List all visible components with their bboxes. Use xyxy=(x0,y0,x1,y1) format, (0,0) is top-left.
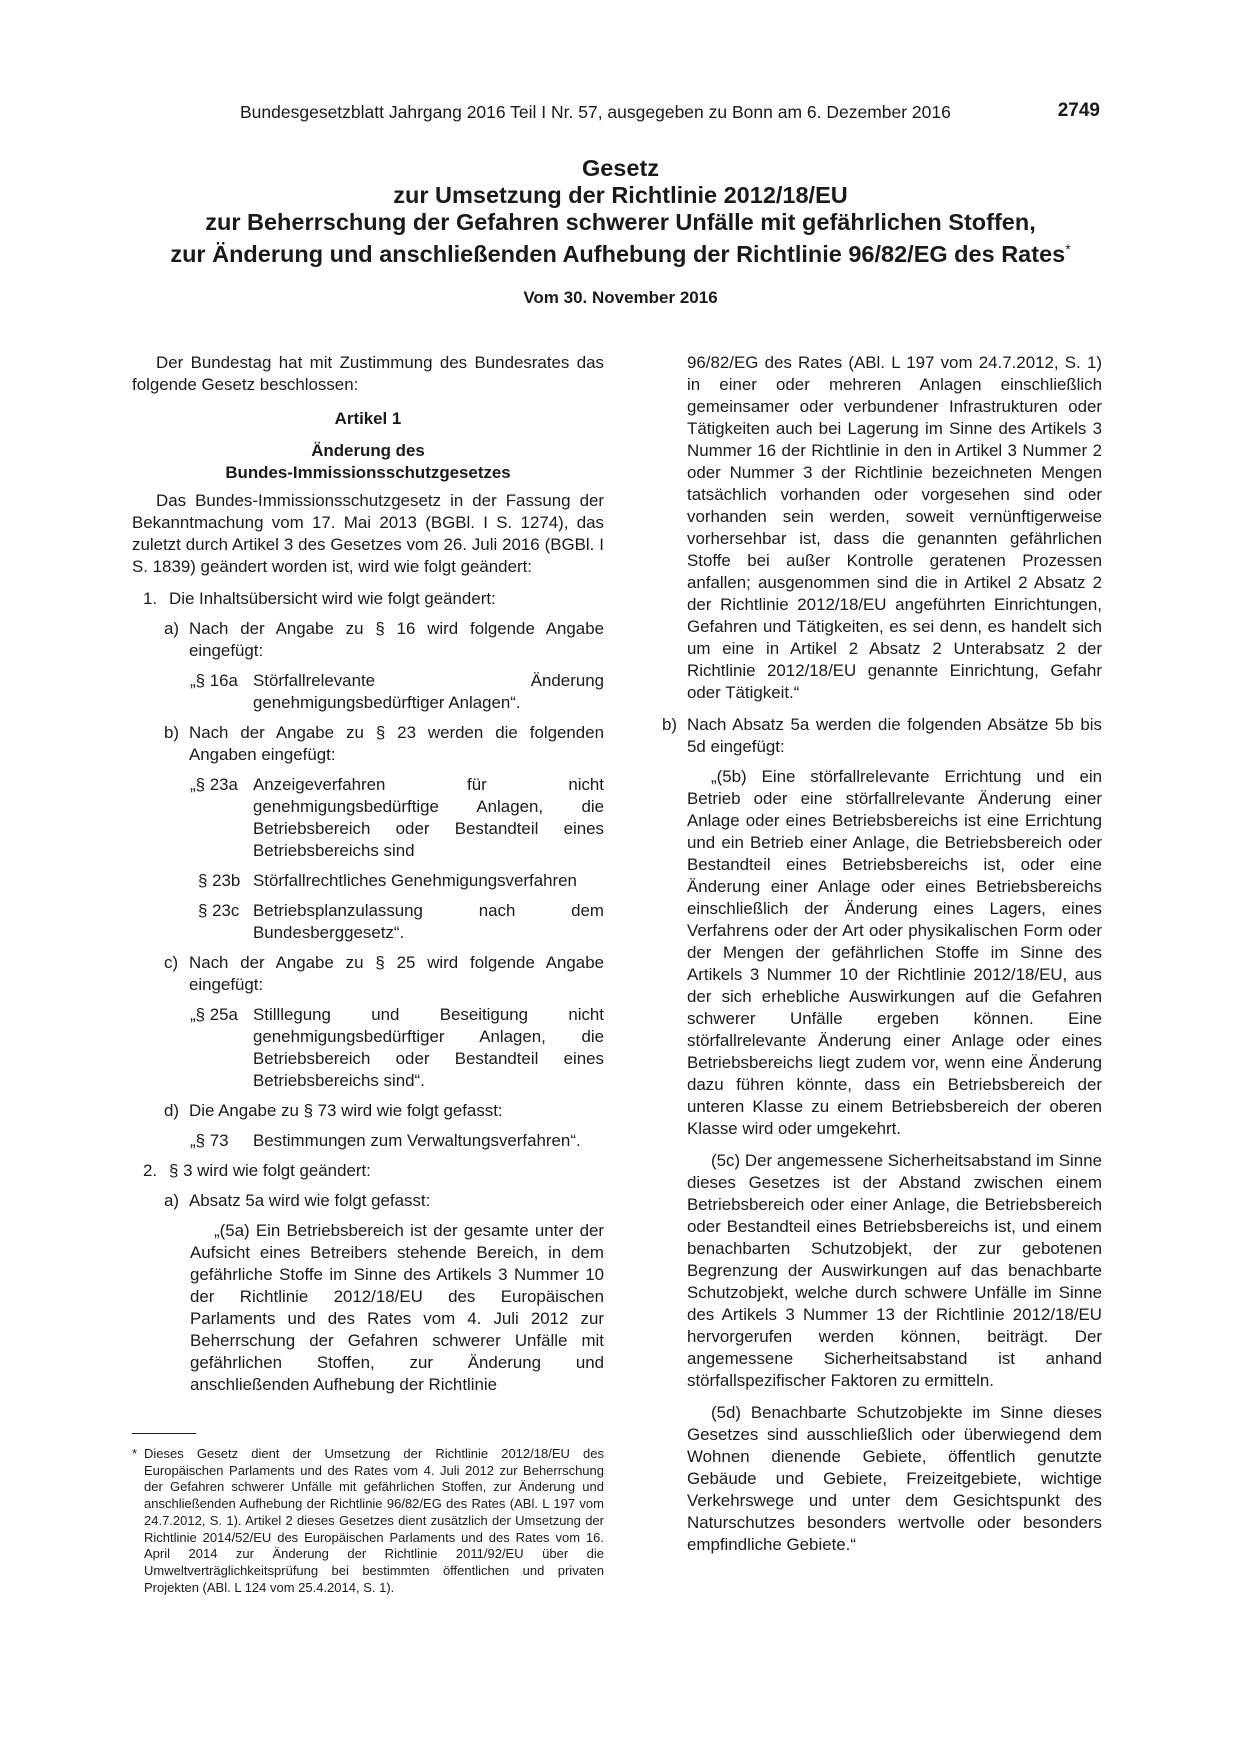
quoted-paragraph-5d: (5d) Benachbarte Schutzobjekte im Sinne dieses Gesetzes sind ausschließlich oder überwiegend dem Wohnen dienende Gebiete, öffentlich genutzte Gebäude und Gebiete, Freizeitgebiete, wichtige Verkehrswege und unter dem Gesichtspunkt des Naturschutzes besonders wertvolle oder besonders empfindliche Gebiete.“ xyxy=(687,1403,1102,1554)
item-text: Stilllegung und Beseitigung nicht genehmigungsbedürftiger Anlagen, die Betriebsbereich oder Bestandteil eines Betriebsbereichs sind“. xyxy=(253,1005,604,1090)
list-item xyxy=(164,722,604,766)
item-text: Störfallrechtliches Genehmigungsverfahren xyxy=(253,871,577,890)
title-footnote-marker: * xyxy=(1065,241,1071,257)
title-line-2: zur Umsetzung der Richtlinie 2012/18/EU xyxy=(393,182,848,208)
item-label: a) xyxy=(164,1191,180,1210)
title-line-4-text: zur Änderung und anschließenden Aufhebung der Richtlinie 96/82/EG des Rates xyxy=(170,241,1066,267)
item-label: b) xyxy=(164,723,180,742)
item-text: Nach Absatz 5a werden die folgenden Absätze 5b bis 5d eingefügt: xyxy=(687,715,1102,756)
footnote-text: Dieses Gesetz dient der Umsetzung der Richtlinie 2012/18/EU des Europäischen Parlaments und des Rates vom 4. Juli 2012 zur Beherrschung der Gefahren schwerer Unfälle mit gefährlichen Stoffen, zur Änderung und anschließenden Aufhebung der Richtlinie 96/82/EG des Rates (ABl. L 197 vom 24.7.2012, S. 1). Artikel 2 dieses Gesetzes dient zusätzlich der Umsetzung der Richtlinie 2014/52/EU des Europäischen Parlaments und des Rates vom 16. April 2014 zur Änderung der Richtlinie 2011/92/EU über die Umweltverträglichkeitsprüfung bei bestimmten öffentlichen und privaten Projekten (ABl. L 124 vom 25.4.2014, S. 1). xyxy=(144,1446,604,1595)
artikel-title: Artikel 1 xyxy=(334,409,402,428)
page-header xyxy=(240,100,1100,128)
footnote-marker: * xyxy=(132,1446,138,1461)
footnote-divider xyxy=(132,1433,196,1434)
header-text: Bundesgesetzblatt Jahrgang 2016 Teil I Nr. 57, ausgegeben zu Bonn am 6. Dezember 2016 xyxy=(240,102,951,122)
artikel-subtitle xyxy=(132,440,604,484)
item-text: Störfallrelevante Änderung genehmigungsbedürftiger Anlagen“. xyxy=(253,671,604,712)
item-label: „§ 16a xyxy=(190,671,238,690)
item-label: § 23c xyxy=(198,901,240,920)
artikel-intro: Das Bundes-Immissionsschutzgesetz in der Fassung der Bekanntmachung vom 17. Mai 2013 (BGBl. I S. 1274), das zuletzt durch Artikel 3 des Gesetzes vom 26. Juli 2016 (BGBl. I S. 1839) geändert worden ist, wird wie folgt geändert: xyxy=(132,491,604,576)
item-label: 1. xyxy=(143,589,158,608)
list-item xyxy=(164,952,604,996)
list-item xyxy=(190,1004,604,1092)
item-text: Betriebsplanzulassung nach dem Bundesberggesetz“. xyxy=(253,901,604,942)
item-text: Anzeigeverfahren für nicht genehmigungsbedürftige Anlagen, die Betriebsbereich oder Bestandteil eines Betriebsbereichs sind xyxy=(253,775,604,860)
intro-paragraph: Der Bundestag hat mit Zustimmung des Bundesrates das folgende Gesetz beschlossen: xyxy=(132,353,604,394)
left-column xyxy=(132,352,604,1406)
title-line-1: Gesetz xyxy=(581,155,660,181)
quoted-paragraph-5b: „(5b) Eine störfallrelevante Errichtung und ein Betrieb oder eine störfallrelevante Änderung einer Anlage oder eines Betriebsbereichs ist eine Errichtung und ein Betrieb einer Anlage, die Betriebsbereich oder Bestandteil eines Betriebsbereichs ist, oder eine Änderung einer Anlage oder eines Betriebsbereichs einschließlich der Änderung eines Lagers, eines Verfahrens oder der Art oder physikalischen Form oder der Mengen der gefährlichen Stoffe im Sinne des Artikels 3 Nummer 10 der Richtlinie 2012/18/EU, aus der sich erhebliche Auswirkungen auf die Gefahren schwerer Unfälle ergeben können. Eine störfallrelevante Änderung einer Anlage oder eines Betriebsbereichs liegt zudem vor, wenn eine Änderung dazu führen könnte, dass ein Betriebsbereich der unteren Klasse zu einem Betriebsbereich der oberen Klasse wird oder umgekehrt. xyxy=(687,767,1102,1138)
item-text: Bestimmungen zum Verwaltungsverfahren“. xyxy=(253,1131,581,1150)
item-text: Absatz 5a wird wie folgt gefasst: xyxy=(189,1191,431,1210)
artikel-subtitle-line-1: Änderung des xyxy=(311,441,425,460)
item-label: § 23b xyxy=(198,871,241,890)
law-date: Vom 30. November 2016 xyxy=(523,288,718,307)
footnote xyxy=(132,1446,604,1596)
right-column xyxy=(662,352,1102,1566)
item-label: „§ 25a xyxy=(190,1005,238,1024)
item-label: b) xyxy=(662,715,678,734)
list-item xyxy=(143,1160,604,1182)
item-label: „§ 73 xyxy=(190,1131,229,1150)
title-line-4 xyxy=(100,236,1141,268)
quoted-paragraph-5a-continued: 96/82/EG des Rates (ABl. L 197 vom 24.7.2012, S. 1) in einer oder mehreren Anlagen einschließlich gemeinsamer oder verbundener Infrastrukturen oder Tätigkeiten auch bei Lagerung im Sinne des Artikels 3 Nummer 16 der Richtlinie in den in Artikel 3 Nummer 2 oder Nummer 3 der Richtlinie bezeichneten Mengen tatsächlich vorhanden oder vorgesehen sind oder vorhanden sein werden, soweit vernünftigerweise vorhersehbar ist, dass die genannten gefährlichen Stoffe bei außer Kontrolle geratenen Prozessen anfallen; ausgenommen sind die in Artikel 2 Absatz 2 der Richtlinie 2012/18/EU angeführten Einrichtungen, Gefahren und Tätigkeiten, es sei denn, es handelt sich um eine in Artikel 2 Absatz 2 Unterabsatz 2 der Richtlinie 2012/18/EU genannte Einrichtung, Gefahr oder Tätigkeit.“ xyxy=(687,353,1102,702)
list-item xyxy=(164,618,604,662)
item-text: Die Angabe zu § 73 wird wie folgt gefasst: xyxy=(189,1101,503,1120)
list-item xyxy=(190,900,604,944)
list-item xyxy=(190,774,604,862)
list-item xyxy=(164,1190,604,1212)
list-item xyxy=(190,1130,604,1152)
item-label: 2. xyxy=(143,1161,158,1180)
item-label: a) xyxy=(164,619,180,638)
list-item xyxy=(143,588,604,610)
item-label: d) xyxy=(164,1101,180,1120)
item-label: c) xyxy=(164,953,179,972)
item-label: „§ 23a xyxy=(190,775,238,794)
list-item xyxy=(190,670,604,714)
law-title xyxy=(100,155,1141,268)
page-number: 2749 xyxy=(1057,100,1100,121)
list-item xyxy=(190,870,604,892)
artikel-subtitle-line-2: Bundes-Immissionsschutzgesetzes xyxy=(225,463,511,482)
list-item xyxy=(662,714,1102,758)
quoted-paragraph-5c: (5c) Der angemessene Sicherheitsabstand im Sinne dieses Gesetzes ist der Abstand zwischen einem Betriebsbereich oder einer Anlage, die Betriebsbereich oder Bestandteil eines Betriebsbereichs ist, und einem benachbarten Schutzobjekt, der zur gebotenen Begrenzung der Auswirkungen auf das benachbarte Schutzobjekt, welche durch schwere Unfälle im Sinne des Artikels 3 Nummer 13 der Richtlinie 2012/18/EU hervorgerufen werden können, beiträgt. Der angemessene Sicherheitsabstand ist anhand störfallspezifischer Faktoren zu ermitteln. xyxy=(687,1151,1102,1390)
title-line-3: zur Beherrschung der Gefahren schwerer Unfälle mit gefährlichen Stoffen, xyxy=(205,209,1036,235)
item-text: Nach der Angabe zu § 16 wird folgende Angabe eingefügt: xyxy=(189,619,604,660)
item-text: Nach der Angabe zu § 23 werden die folgenden Angaben eingefügt: xyxy=(189,723,604,764)
item-text: Die Inhaltsübersicht wird wie folgt geändert: xyxy=(169,589,496,608)
list-item xyxy=(164,1100,604,1122)
item-text: § 3 wird wie folgt geändert: xyxy=(169,1161,371,1180)
quoted-paragraph-5a: „(5a) Ein Betriebsbereich ist der gesamte unter der Aufsicht eines Betreibers stehende Bereich, in dem gefährliche Stoffe im Sinne des Artikels 3 Nummer 10 der Richtlinie 2012/18/EU des Europäischen Parlaments und des Rates vom 4. Juli 2012 zur Beherrschung der Gefahren schwerer Unfälle mit gefährlichen Stoffen, zur Änderung und anschließenden Aufhebung der Richtlinie xyxy=(190,1221,604,1394)
item-text: Nach der Angabe zu § 25 wird folgende Angabe eingefügt: xyxy=(189,953,604,994)
